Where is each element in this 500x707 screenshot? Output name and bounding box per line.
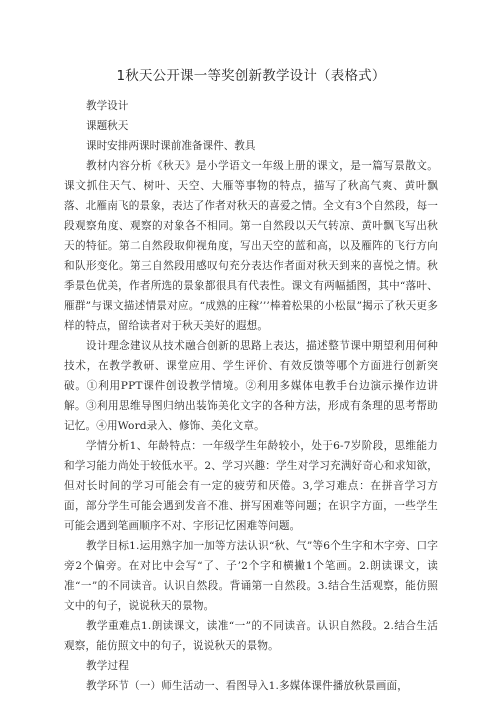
meta-topic: 课题秋天 <box>86 120 129 132</box>
paragraph-teaching-goals: 教学目标1.运用熟字加一加等方法认识“秋、气”等6个生字和木字旁、口字旁2个偏旁。在对比中会写“了、子’2个字和横撇1个笔画。2.朗读课文，读准“一”的不同读音。认识自然段。背诵第一自然段。3.结合生活观察，能仿照文中的句子，说说秋天的景物。 <box>64 540 438 612</box>
paragraph-design-concept: 设计理念建议从技术融合创新的思路上表达，描述整节课中期望利用何种技术，在教学教研、课堂应用、学生评价、有效反馈等哪个方面进行创新突破。①利用PPT课件创设教学情境。②利用多媒体电教手台边演示操作边讲解。③利用思维导图归纳出装饰美化文字的各种方法，形成有条理的思考帮助记忆。④用Word录入、修饰、美化文章。 <box>64 340 438 432</box>
document-title: 1秋天公开课一等奖创新教学设计（表格式） <box>116 68 386 84</box>
meta-schedule: 课时安排两课时课前准备课件、教具 <box>86 140 256 152</box>
paragraph-teaching-process-heading: 教学过程 <box>86 660 129 672</box>
paragraph-textbook-analysis: 教材内容分析《秋天》是小学语文一年级上册的课文，是一篇写景散文。课文抓住天气、树叶、天空、大雁等事物的特点，描写了秋高气爽、黄叶飘落、北雁南飞的景象，表达了作者对秋天的喜爱之情。全文有3个自然段，每一段观察角度、观察的对象各不相同。第一自然段以天气转凉、黄叶飘飞写出秋天的特征。第二自然段取仰视角度，写出天空的蓝和高，以及雁阵的飞行方向和队形变化。第三自然段用感叹句充分表达作者面对秋天到来的喜悦之情。秋季景色优美，作者所选的景象都很具有代表性。课文有两幅插图，其中“落叶、雁群”与课文描述情景对应。“成熟的庄稼’’’棒着松果的小松鼠”揭示了秋天更多样的特点，留给读者对于秋天美好的遐想。 <box>64 160 438 332</box>
paragraph-student-analysis: 学情分析1、年龄特点：一年级学生年龄较小，处于6-7岁阶段，思维能力和学习能力尚处于较低水平。2、学习兴趣：学生对学习充满好奇心和求知欲，但对长时间的学习可能会有一定的疲劳和厌倦。3,学习难点：在拼音学习方面，部分学生可能会遇到发音不准、拼写困难等问题；在识字方面，一些学生可能会遇到笔画顺序不对、字形记忆困难等问题。 <box>64 440 438 532</box>
paragraph-key-difficulties: 教学重难点1.朗读课文，读准“一”的不同读音。认识自然段。2.结合生活观察，能仿照文中的句子，说说秋天的景物。 <box>64 620 438 652</box>
meta-teaching-design: 教学设计 <box>86 100 129 112</box>
paragraph-teaching-steps: 教学环节（一）师生活动一、看图导入1.多媒体课件播放秋景画面， <box>86 680 408 692</box>
